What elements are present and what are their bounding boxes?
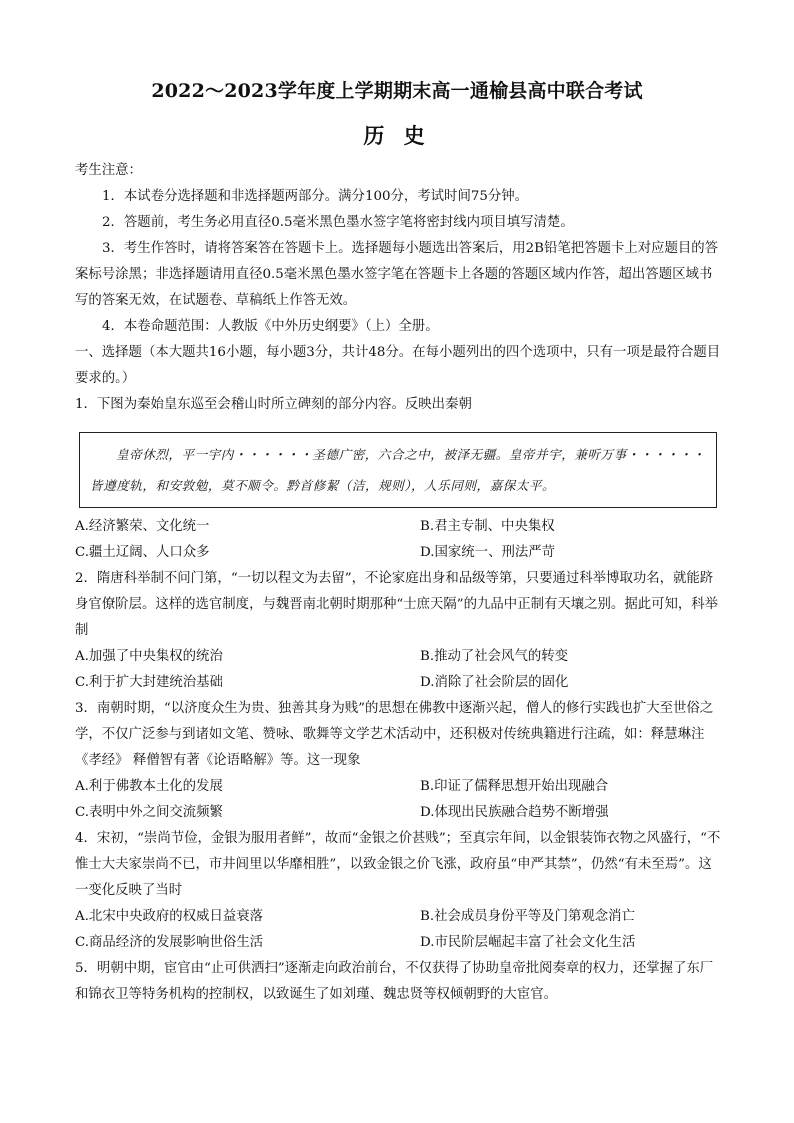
question-2-option-b[interactable]: B.推动了社会风气的转变	[420, 649, 569, 664]
question-1-options	[75, 514, 721, 566]
notice-item-4: 4．本卷命题范围：人教版《中外历史纲要》（上）全册。	[102, 319, 439, 334]
question-4-option-a[interactable]: A.北宋中央政府的权威日益衰落	[75, 909, 264, 924]
question-2-options	[75, 644, 721, 696]
question-1-option-b[interactable]: B.君主专制、中央集权	[420, 519, 555, 534]
question-3-option-a[interactable]: A.利于佛教本土化的发展	[75, 779, 223, 794]
question-5-stem: 5．明朝中期，宦官由“止可供洒扫”逐渐走向政治前台，不仅获得了协助皇帝批阅奏章的权力，还掌握了东厂和锦衣卫等特务机构的控制权，以致诞生了如刘瑾、魏忠贤等权倾朝野的大宦官。	[75, 961, 714, 1002]
question-2-option-a[interactable]: A.加强了中央集权的统治	[75, 649, 223, 664]
question-3-option-b[interactable]: B.印证了儒释思想开始出现融合	[420, 779, 609, 794]
question-2-option-d[interactable]: D.消除了社会阶层的固化	[420, 675, 569, 690]
question-2-option-c[interactable]: C.利于扩大封建统治基础	[75, 675, 223, 690]
question-3-stem: 3．南朝时期，“以济度众生为贵、独善其身为贱”的思想在佛教中逐渐兴起，僧人的修行实践也扩大至世俗之学，不仅广泛参与到诸如文笔、赞咏、歌舞等文学艺术活动中，还积极对传统典籍进行注疏，如：释慧琳注《孝经》 释僧智有著《论语略解》等。这一现象	[75, 701, 714, 768]
question-1-option-d[interactable]: D.国家统一、刑法严苛	[420, 545, 556, 560]
question-1-option-a[interactable]: A.经济繁荣、文化统一	[75, 519, 210, 534]
exam-content	[75, 158, 721, 1008]
question-4-stem: 4．宋初，“崇尚节俭，金银为服用者鲜”，故而“金银之价甚贱”；至真宗年间，以金银装饰衣物之风盛行，“不惟士大夫家崇尚不已，市井闾里以华靡相胜”，以致金银之价飞涨，政府虽“申严其禁”，仍然“有未至焉”。这一变化反映了当时	[75, 831, 721, 898]
question-3-option-d[interactable]: D.体现出民族融合趋势不断增强	[420, 805, 609, 820]
question-1-stem: 1．下图为秦始皇东巡至会稽山时所立碑刻的部分内容。反映出秦朝	[75, 397, 472, 412]
notice-item-3: 3．考生作答时，请将答案答在答题卡上。选择题每小题选出答案后，用2B铅笔把答题卡上对应题目的答案标号涂黑；非选择题请用直径0.5毫米黑色墨水签字笔在答题卡上各题的答题区域内作答，超出答题区域书写的答案无效，在试题卷、草稿纸上作答无效。	[75, 241, 719, 308]
question-2-stem: 2．隋唐科举制不问门第，“一切以程文为去留”，不论家庭出身和品级等第，只要通过科举博取功名，就能跻身官僚阶层。这样的选官制度，与魏晋南北朝时期那种“士庶天隔”的九品中正制有天壤之别。据此可知，科举制	[75, 571, 719, 638]
subject-title: 历 史	[363, 123, 431, 148]
exam-title: 2022～2023学年度上学期期末高一通榆县高中联合考试	[151, 80, 643, 102]
question-3-options	[75, 774, 721, 826]
section-heading: 一、选择题（本大题共16小题，每小题3分，共计48分。在每小题列出的四个选项中，只有一项是最符合题目要求的。）	[75, 345, 721, 386]
question-4-option-d[interactable]: D.市民阶层崛起丰富了社会文化生活	[420, 935, 636, 950]
notice-heading: 考生注意：	[75, 163, 142, 178]
question-1-quote: 皇帝休烈，平一宇内・・・・・・圣德广密，六合之中，被泽无疆。皇帝并宇，兼听万事・・・・・・皆遵度轨，和安敦勉，莫不顺令。黔首修絜（洁，规则），人乐同则，嘉保太平。	[79, 432, 717, 508]
question-1-option-c[interactable]: C.疆土辽阔、人口众多	[75, 545, 210, 560]
question-4-option-c[interactable]: C.商品经济的发展影响世俗生活	[75, 935, 264, 950]
question-4-option-b[interactable]: B.社会成员身份平等及门第观念消亡	[420, 909, 635, 924]
notice-item-1: 1．本试卷分选择题和非选择题两部分。满分100分，考试时间75分钟。	[102, 189, 529, 204]
question-3-option-c[interactable]: C.表明中外之间交流频繁	[75, 805, 223, 820]
question-4-options	[75, 904, 721, 956]
notice-item-2: 2．答题前，考生务必用直径0.5毫米黑色墨水签字笔将密封线内项目填写清楚。	[102, 215, 574, 230]
